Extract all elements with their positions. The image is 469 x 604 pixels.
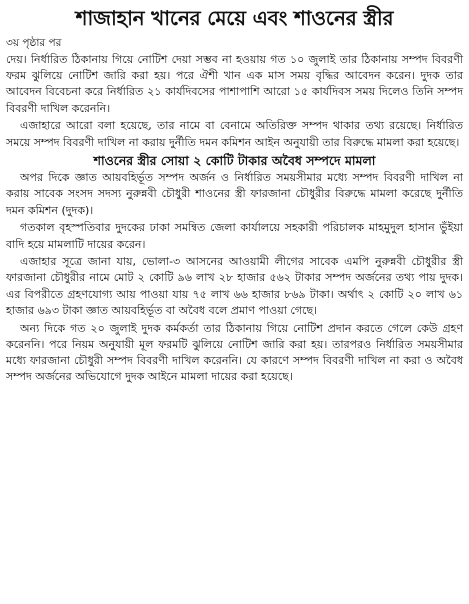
paragraph-3: অপর দিকে জ্ঞাত আয়বহির্ভূত সম্পদ অর্জন ও নির্ধারিত সময়সীমার মধ্যে সম্পদ বিবরণী দাখিল না করায় সাবেক সংসদ সদস্য নুরুন্নবী চৌধুরী শাওনের স্ত্রী ফারজানা চৌধুরীর বিরুদ্ধে মামলা করেছে দুর্নীতি দমন কমিশন (দুদক)। [6, 171, 463, 217]
paragraph-2: এজাহারে আরো বলা হয়েছে, তার নামে বা বেনামে অতিরিক্ত সম্পদ থাকার তথ্য রয়েছে। নির্ধারিত সময়ে সম্পদ বিবরণী দাখিল না করায় দুর্নীতি দমন কমিশন আইন অনুযায়ী তার বিরুদ্ধে মামলা করা হয়েছে। [6, 119, 463, 149]
continued-from-page-note: ৩য় পৃষ্ঠার পর [6, 37, 62, 49]
article-body [6, 52, 463, 385]
paragraph-4: গতকাল বৃহস্পতিবার দুদকের ঢাকা সমন্বিত জেলা কার্যালয়ে সহকারী পরিচালক মাহমুদুল হাসান ভুঁইয়া বাদি হয়ে মামলাটি দায়ের করেন। [6, 221, 463, 251]
article-headline: শাজাহান খানের মেয়ে এবং শাওনের স্ত্রীর [75, 6, 394, 30]
article-subheading: শাওনের স্ত্রীর সোয়া ২ কোটি টাকার অবৈধ সম্পদে মামলা [93, 153, 376, 169]
paragraph-1: দেয়। নির্ধারিত ঠিকানায় গিয়ে নোটিশ দেয়া সম্ভব না হওয়ায় গত ১০ জুলাই তার ঠিকানায় সম্পদ বিবরণী ফরম ঝুলিয়ে নোটিশ জারি করা হয়। পরে ঐশী খান এক মাস সময় বৃদ্ধির আবেদন করেন। দুদক তার আবেদন বিবেচনা করে নির্ধারিত ২১ কার্যদিবসের পাশাপাশি আরো ১৫ কার্যদিবস সময় দিলেও তিনি সম্পদ বিবরণী দাখিল করেননি। [6, 53, 463, 115]
paragraph-6: অন্য দিকে গত ২০ জুলাই দুদক কর্মকর্তা তার ঠিকানায় গিয়ে নোটিশ প্রদান করতে গেলে কেউ গ্রহণ করেননি। পরে নিয়ম অনুযায়ী মূল ফরমটি ঝুলিয়ে নোটিশ জারি করা হয়। তারপরও নির্ধারিত সময়সীমার মধ্যে ফারজানা চৌধুরী সম্পদ বিবরণী দাখিল করেননি। যে কারণে সম্পদ বিবরণী দাখিল না করা ও অবৈধ সম্পদ অর্জনের অভিযোগে দুদক আইনে মামলা দায়ের করা হয়েছে। [6, 321, 463, 384]
paragraph-5: এজাহার সূত্রে জানা যায়, ভোলা-৩ আসনের আওয়ামী লীগের সাবেক এমপি নুরুন্নবী চৌধুরীর স্ত্রী ফারজানা চৌধুরীর নামে মোট ২ কোটি ৯৬ লাখ ২৮ হাজার ৫৬২ টাকার সম্পদ অর্জনের তথ্য পায় দুদক। এর বিপরীতে গ্রহণযোগ্য আয় পাওয়া যায় ৭৫ লাখ ৬৬ হাজার ৮৬৯ টাকা। অর্থাৎ ২ কোটি ২০ লাখ ৬১ হাজার ৬৯৩ টাকা জ্ঞাত আয়বহির্ভূত বা অবৈধ বলে প্রমাণ পাওয়া গেছে। [6, 255, 463, 317]
